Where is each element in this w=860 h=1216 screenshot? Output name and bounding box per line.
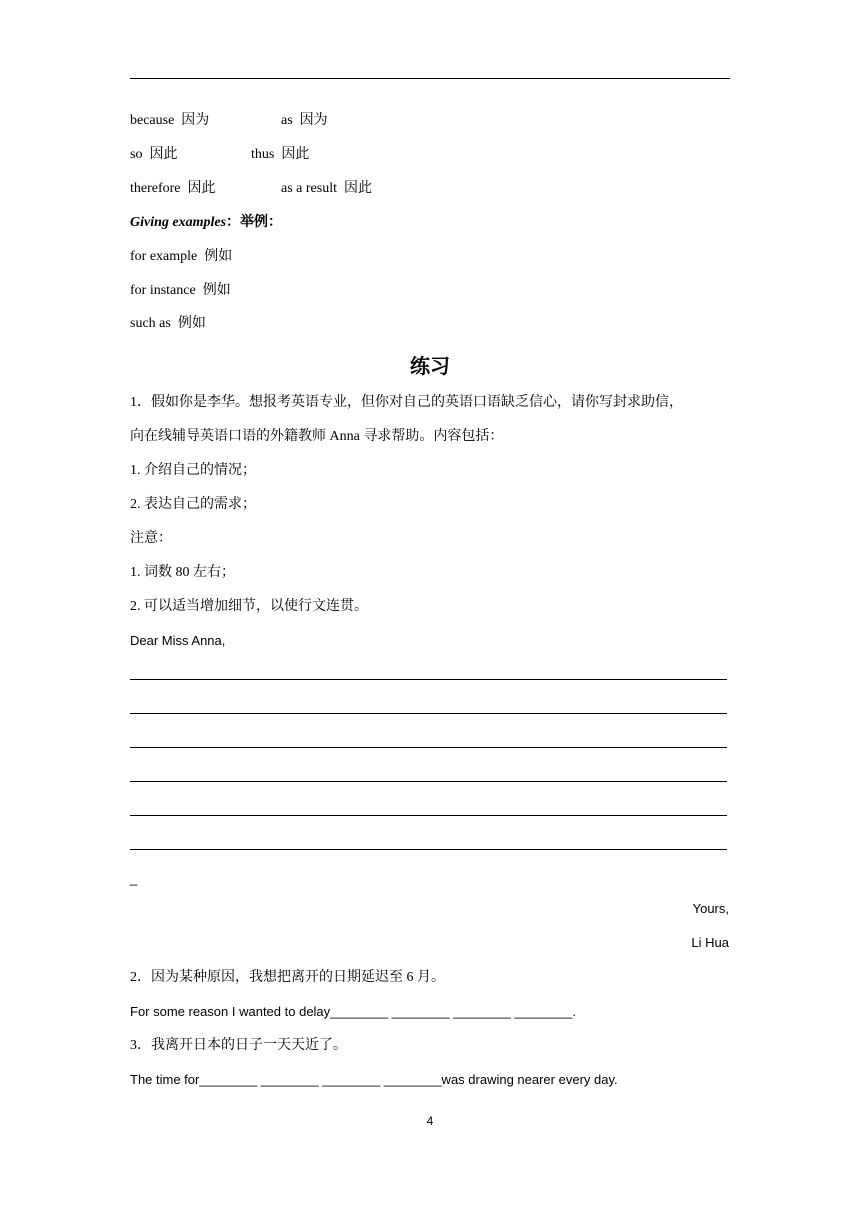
exercise1-prompt-line2: 向在线辅导英语口语的外籍教师 Anna 寻求帮助。内容包括： (130, 429, 504, 444)
vocab-so: so 因此 (130, 147, 178, 162)
exercise2-sentence: For some reason I wanted to delay________ ________ ________ ________. (130, 1004, 576, 1019)
vocab-for-example: for example 例如 (130, 249, 233, 264)
letter-greeting: Dear Miss Anna, (130, 633, 226, 648)
giving-examples-heading (130, 214, 282, 232)
exercise1-item2: 2. 表达自己的需求； (130, 497, 256, 512)
exercise1-note1: 1. 词数 80 左右； (130, 565, 235, 580)
section-title: 练习 (410, 354, 450, 378)
header-rule (130, 78, 730, 79)
giving-examples-cn: ：举例： (226, 215, 283, 230)
vocab-as: as 因为 (281, 113, 328, 128)
vocab-for-instance: for instance 例如 (130, 283, 231, 298)
page-number: 4 (426, 1114, 434, 1128)
exercise1-prompt-line1: 1．假如你是李华。想报考英语专业，但你对自己的英语口语缺乏信心，请你写封求助信， (130, 395, 683, 410)
exercise2-prompt: 2．因为某种原因，我想把离开的日期延迟至 6 月。 (130, 970, 445, 985)
vocab-thus: thus 因此 (251, 147, 310, 162)
exercise1-note2: 2. 可以适当增加细节，以使行文连贯。 (130, 599, 368, 614)
exercise1-note-label: 注意： (130, 531, 172, 546)
writing-line (130, 747, 727, 748)
writing-line (130, 713, 727, 714)
writing-line (130, 679, 727, 680)
exercise3-sentence: The time for________ ________ ________ ________was drawing nearer every day. (130, 1072, 618, 1087)
writing-line-tail: _ (130, 871, 138, 886)
vocab-such-as: such as 例如 (130, 316, 206, 331)
giving-examples-en: Giving examples (130, 215, 227, 230)
writing-line (130, 781, 727, 782)
exercise1-item1: 1. 介绍自己的情况； (130, 463, 256, 478)
writing-line (130, 815, 727, 816)
writing-line (130, 849, 727, 850)
letter-signature: Li Hua (691, 935, 729, 950)
vocab-because: because 因为 (130, 113, 210, 128)
exercise3-prompt: 3．我离开日本的日子一天天近了。 (130, 1038, 347, 1053)
vocab-as-a-result: as a result 因此 (281, 181, 372, 196)
letter-closing: Yours, (692, 901, 729, 916)
vocab-therefore: therefore 因此 (130, 181, 216, 196)
